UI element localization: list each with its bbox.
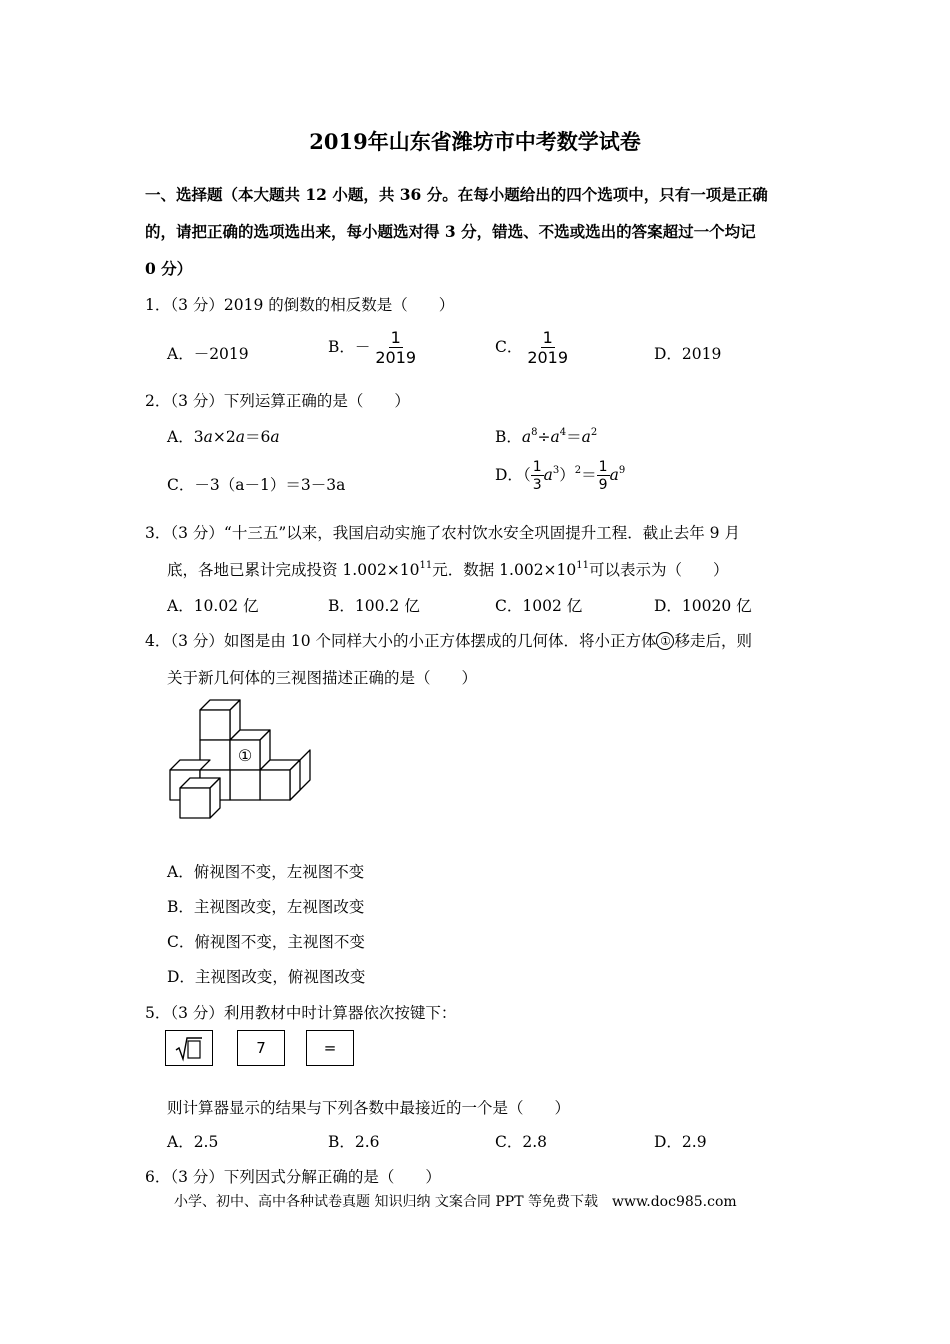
- q6-stem: 6．（3 分）下列因式分解正确的是（ ）: [145, 1168, 441, 1186]
- q5-line-2: 则计算器显示的结果与下列各数中最接近的一个是（ ）: [167, 1099, 571, 1117]
- q3-option-c: C．1002 亿: [495, 597, 583, 615]
- q4-line-2: 关于新几何体的三视图描述正确的是（ ）: [167, 669, 478, 687]
- q3-line-2-part-a: 底，各地已累计完成投资 1.002×10: [167, 561, 420, 579]
- q3-exponent-2: 11: [576, 560, 589, 571]
- q2-option-c: [167, 473, 345, 495]
- q2-option-d: D．（ $\frac{1}{3}$ $a^3)^2=$ $\frac{1}{9}$ $a^9$: [495, 459, 626, 493]
- q3-option-b: B．100.2 亿: [328, 597, 420, 615]
- q1-option-a: A．－2019: [167, 345, 249, 363]
- q5-option-a: A．2.5: [167, 1133, 219, 1151]
- q2-option-b-label: B．: [495, 428, 522, 446]
- q2-option-d-fraction: [531, 460, 544, 492]
- q4-option-c: C．俯视图不变，主视图不变: [167, 933, 365, 951]
- q4-option-a: A．俯视图不变，左视图不变: [167, 863, 365, 881]
- q3-exponent-1: 11: [419, 560, 433, 571]
- q2-option-c-text: －3（a－1）＝3－3a: [194, 476, 346, 494]
- sqrt-icon: [166, 1031, 212, 1065]
- q1-option-c-numerator: 1: [542, 328, 553, 347]
- q1-stem: 1．（3 分）2019 的倒数的相反数是（ ）: [145, 296, 455, 314]
- q4-line-1-part-a: 4．（3 分）如图是由 10 个同样大小的小正方体摆成的几何体．将小正方体: [145, 632, 657, 650]
- q2-option-b: B．$a^8\div a^4=a^2$: [495, 427, 598, 446]
- q1-option-b-numerator: 1: [390, 328, 401, 347]
- q2-stem: 2．（3 分）下列运算正确的是（ ）: [145, 392, 410, 410]
- q1-option-d: D．2019: [654, 345, 722, 363]
- q1-option-b-fraction: [375, 330, 416, 366]
- q4-circled-number: ①: [656, 632, 674, 650]
- q4-line-1: [145, 629, 752, 651]
- cube-label-1: ①: [237, 746, 253, 765]
- q2-option-d-numerator: 1: [532, 459, 542, 475]
- q3-option-a: A．10.02 亿: [167, 597, 259, 615]
- q2-option-d-result-fraction: [597, 460, 610, 492]
- q2-option-a-label: A．: [167, 428, 194, 446]
- q3-line-2: [167, 558, 729, 580]
- q1-option-c: [495, 330, 568, 366]
- q3-line-2-part-c: 可以表示为（ ）: [589, 561, 729, 579]
- q1-option-b-denominator: 2019: [375, 348, 417, 367]
- q3-line-2-part-b: 元．数据 1.002×10: [432, 561, 577, 579]
- q1-option-c-prefix: C．: [495, 338, 523, 356]
- q1-option-b-prefix: B．－: [328, 338, 371, 356]
- q3-option-d: D．10020 亿: [654, 597, 752, 615]
- q2-option-d-denominator: 3: [532, 477, 542, 493]
- q1-option-c-denominator: 2019: [527, 348, 569, 367]
- q5-option-c: C．2.8: [495, 1133, 548, 1151]
- q3-line-1: 3．（3 分）“十三五”以来，我国启动实施了农村饮水安全巩固提升工程．截止去年 9 月: [145, 524, 740, 542]
- q2-option-c-label: C．: [167, 476, 195, 494]
- sqrt-key: [165, 1030, 213, 1066]
- q5-option-d: D．2.9: [654, 1133, 707, 1151]
- section-heading-line-1: 一、选择题（本大题共 12 小题，共 36 分。在每小题给出的四个选项中，只有一项是正确: [145, 185, 768, 204]
- q1-option-c-fraction: [527, 330, 568, 366]
- section-heading-line-2: 的，请把正确的选项选出来，每小题选对得 3 分，错选、不选或选出的答案超过一个均记: [145, 222, 756, 241]
- q5-stem: 5．（3 分）利用教材中时计算器依次按键下：: [145, 1004, 457, 1022]
- section-heading-line-3: 0 分）: [145, 259, 193, 278]
- q4-line-1-part-b: 移走后，则: [674, 632, 752, 650]
- q2-option-d-label: D．: [495, 466, 523, 484]
- q4-option-d: D．主视图改变，俯视图改变: [167, 968, 366, 986]
- footer-text: 小学、初中、高中各种试卷真题 知识归纳 文案合同 PPT 等免费下载 www.doc985.com: [174, 1194, 737, 1210]
- q1-option-b: [328, 330, 416, 366]
- q2-option-a: A．3a×2a＝6a: [167, 428, 280, 446]
- q4-option-b: B．主视图改变，左视图改变: [167, 898, 365, 916]
- page-title: 2019年山东省潍坊市中考数学试卷: [309, 129, 641, 154]
- q2-option-d-result-numerator: 1: [598, 459, 608, 475]
- q2-option-d-result-denominator: 9: [598, 477, 608, 493]
- q5-option-b: B．2.6: [328, 1133, 380, 1151]
- equals-key: =: [306, 1030, 354, 1066]
- seven-key: 7: [237, 1030, 285, 1066]
- cube-figure: [165, 698, 315, 820]
